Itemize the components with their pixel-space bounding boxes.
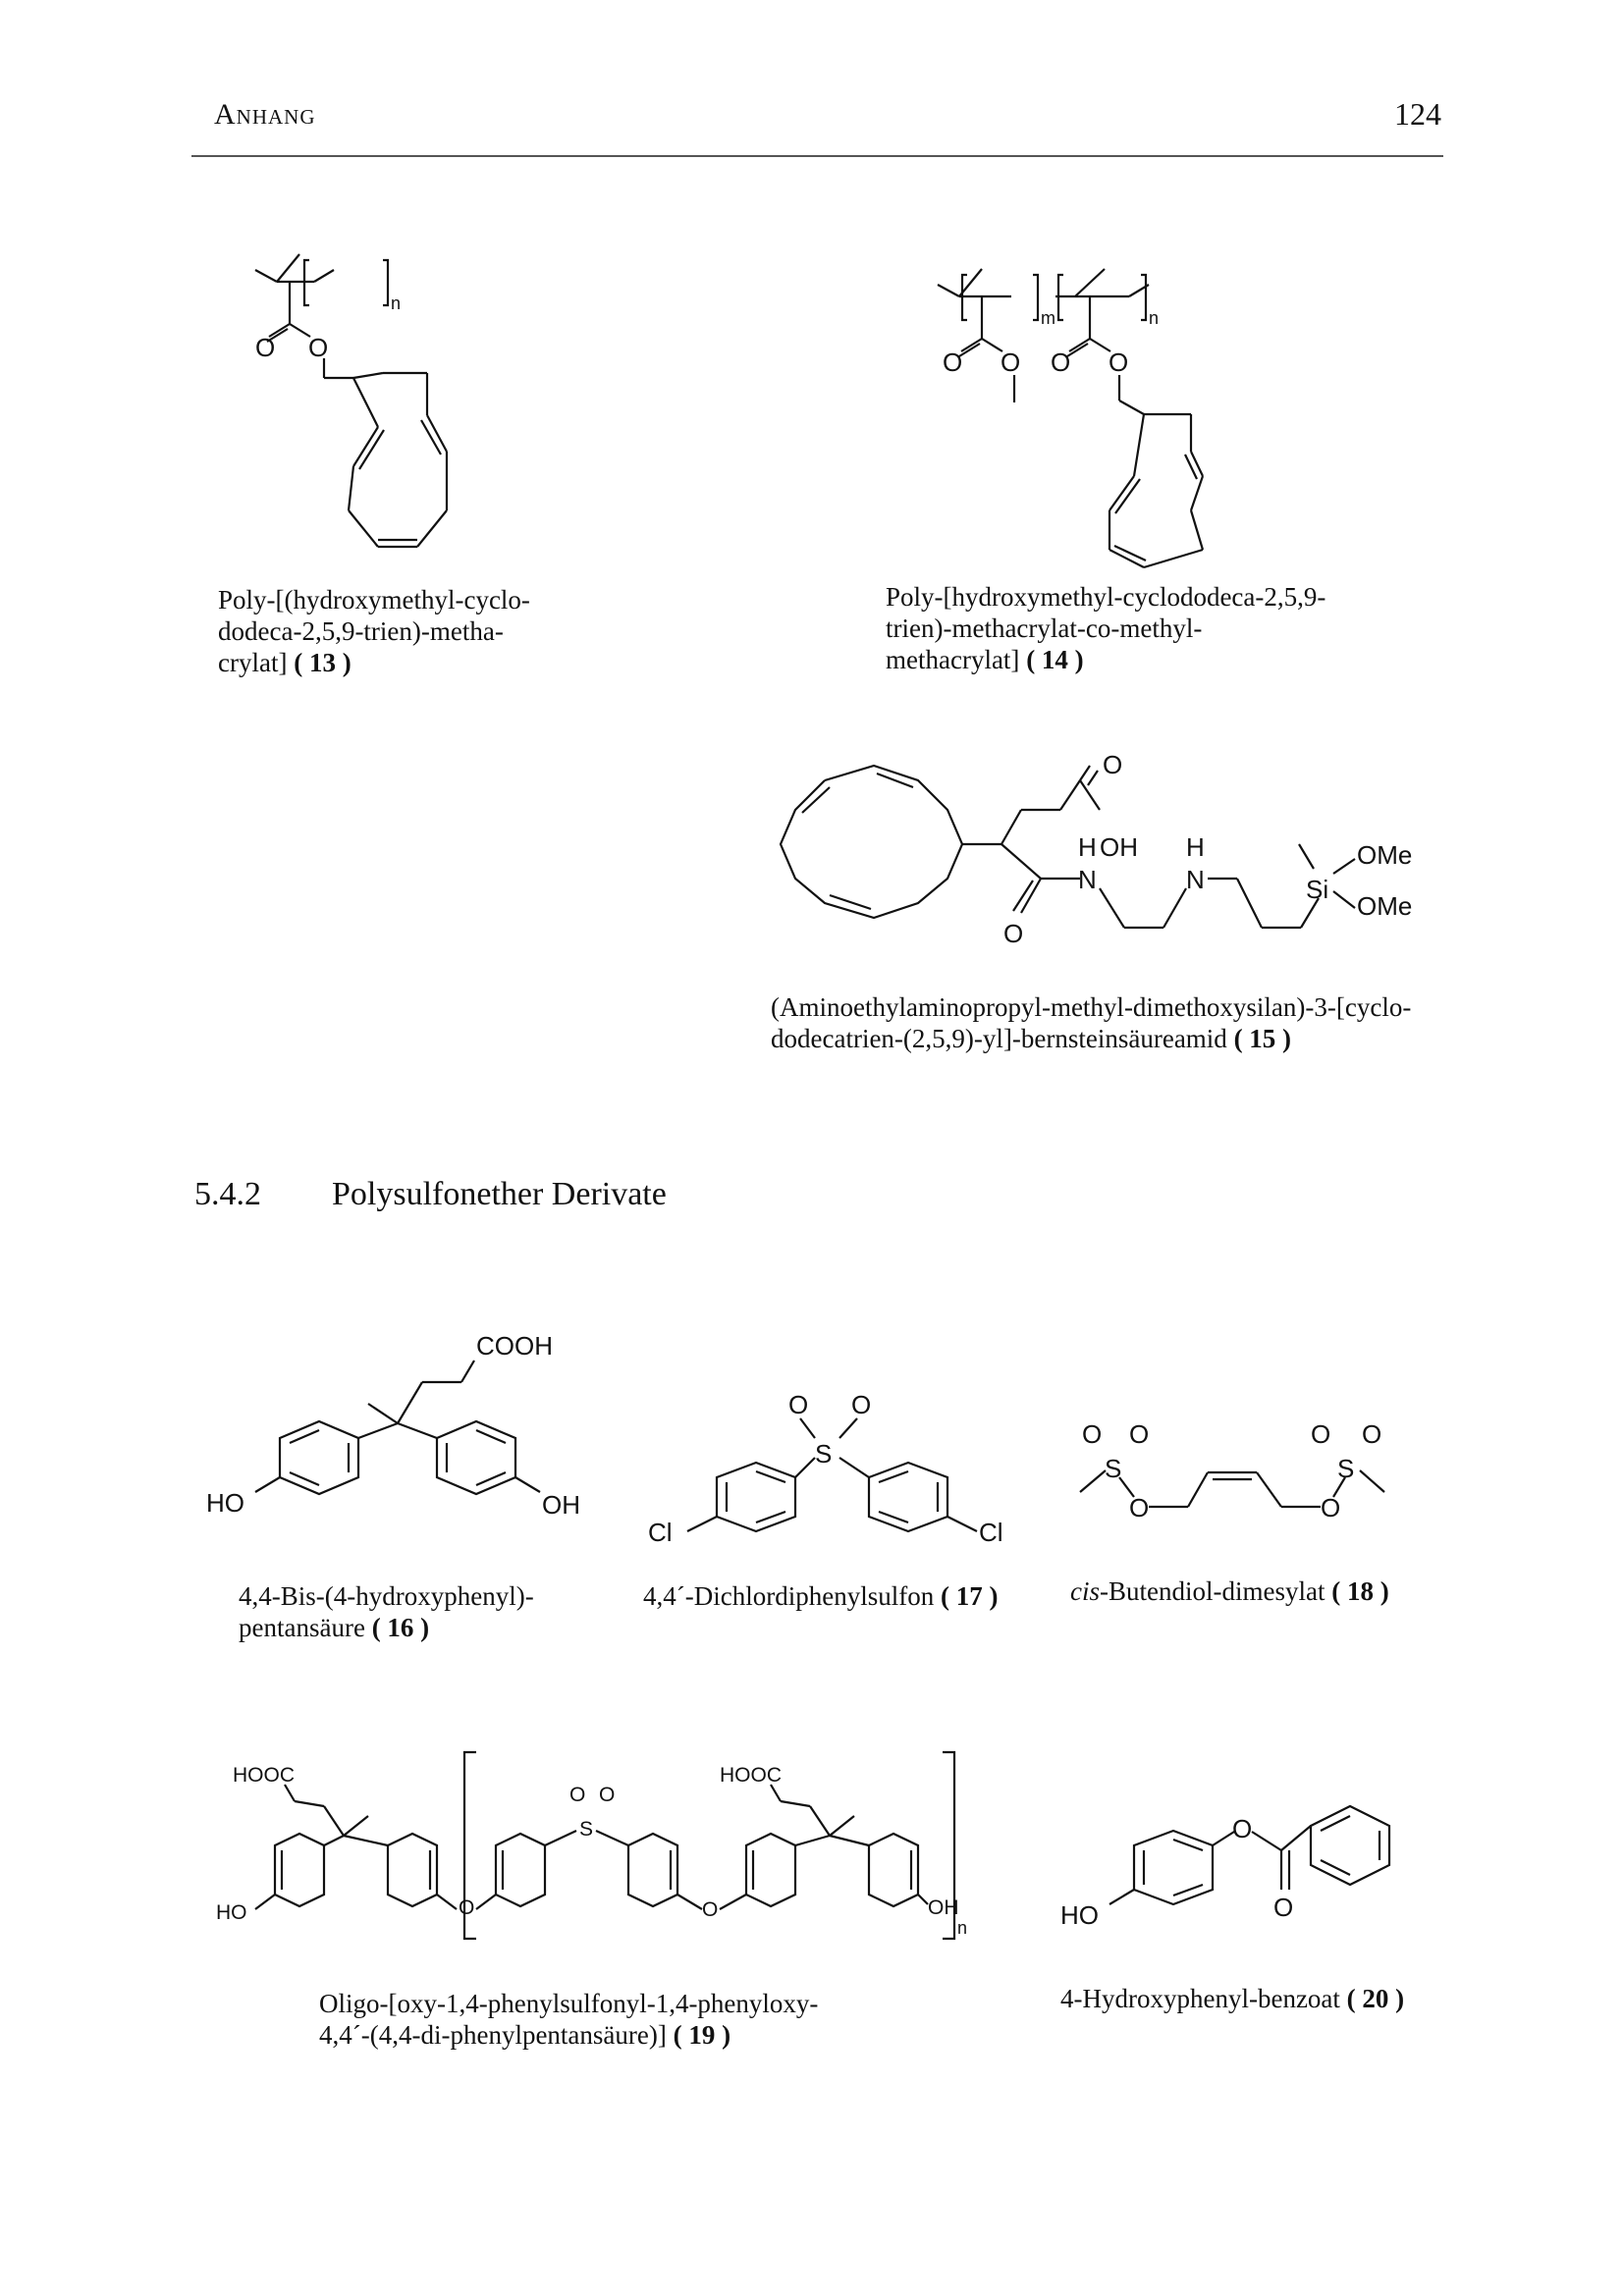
compound-label-14: ( 14 )	[1026, 645, 1084, 674]
svg-text:OH: OH	[542, 1490, 580, 1520]
caption-13-line2: dodeca-2,5,9-trien)-metha-	[218, 616, 504, 646]
svg-text:O: O	[1003, 919, 1024, 948]
svg-text:O: O	[1311, 1419, 1331, 1449]
svg-text:HO: HO	[216, 1901, 247, 1924]
svg-text:O: O	[1109, 347, 1129, 377]
svg-text:O: O	[1001, 347, 1021, 377]
svg-text:Cl: Cl	[979, 1518, 1003, 1547]
header-rule	[191, 155, 1443, 157]
caption-19	[319, 1988, 818, 2051]
svg-text:n: n	[957, 1918, 968, 1938]
structure-16	[201, 1325, 594, 1541]
svg-text:O: O	[851, 1390, 872, 1419]
svg-text:S: S	[815, 1439, 833, 1468]
svg-text:S: S	[579, 1818, 594, 1841]
caption-18-italic: cis	[1070, 1576, 1100, 1606]
svg-text:HO: HO	[1060, 1900, 1099, 1930]
svg-text:O: O	[1232, 1814, 1253, 1843]
caption-19-line1: Oligo-[oxy-1,4-phenylsulfonyl-1,4-phenyloxy-	[319, 1989, 819, 2018]
caption-16	[239, 1580, 534, 1643]
svg-text:O: O	[1321, 1493, 1341, 1522]
svg-text:O: O	[943, 347, 963, 377]
caption-13-line3: crylat]	[218, 648, 295, 677]
svg-text:H: H	[1186, 832, 1205, 862]
caption-18	[1070, 1575, 1389, 1607]
running-header: Anhang	[214, 98, 316, 131]
compound-label-20: ( 20 )	[1346, 1984, 1405, 2013]
structure-19	[211, 1747, 1016, 1944]
svg-text:S: S	[1337, 1454, 1355, 1483]
compound-label-16: ( 16 )	[371, 1613, 430, 1642]
structure-13	[255, 240, 452, 574]
caption-19-line2: 4,4´-(4,4-di-phenylpentansäure)]	[319, 2020, 674, 2050]
structure-14	[938, 255, 1203, 569]
section-title: Polysulfonether Derivate	[332, 1176, 667, 1212]
svg-text:O: O	[255, 333, 276, 362]
compound-label-17: ( 17 )	[940, 1581, 999, 1611]
compound-label-15: ( 15 )	[1233, 1024, 1292, 1053]
svg-text:Cl: Cl	[648, 1518, 673, 1547]
svg-text:O: O	[1362, 1419, 1382, 1449]
caption-15-line2: dodecatrien-(2,5,9)-yl]-bernsteinsäureamid	[771, 1024, 1234, 1053]
svg-text:m: m	[1041, 308, 1055, 328]
caption-17-line1: 4,4´-Dichlordiphenylsulfon	[643, 1581, 941, 1611]
svg-text:O: O	[1103, 750, 1123, 779]
compound-label-19: ( 19 )	[673, 2020, 731, 2050]
caption-18-line1: -Butendiol-dimesylat	[1100, 1576, 1332, 1606]
section-number: 5.4.2	[194, 1176, 261, 1212]
svg-text:N: N	[1186, 865, 1205, 894]
caption-17	[643, 1580, 998, 1612]
caption-16-line1: 4,4-Bis-(4-hydroxyphenyl)-	[239, 1581, 534, 1611]
svg-text:N: N	[1078, 865, 1097, 894]
caption-13	[218, 584, 530, 678]
svg-text:OH: OH	[1100, 832, 1138, 862]
structure-18	[1070, 1414, 1404, 1531]
svg-text:n: n	[391, 294, 402, 313]
structure-15	[776, 746, 1443, 952]
caption-20	[1060, 1983, 1404, 2014]
page-number: 124	[1394, 96, 1441, 132]
svg-text:OH: OH	[928, 1896, 959, 1919]
svg-text:S: S	[1105, 1454, 1122, 1483]
caption-16-line2: pentansäure	[239, 1613, 372, 1642]
caption-14	[886, 581, 1325, 675]
svg-text:COOH: COOH	[476, 1331, 553, 1361]
caption-14-line2: trien)-methacrylat-co-methyl-	[886, 614, 1203, 643]
compound-label-13: ( 13 )	[294, 648, 352, 677]
svg-text:O: O	[1129, 1493, 1150, 1522]
svg-text:O: O	[788, 1390, 809, 1419]
caption-14-line1: Poly-[hydroxymethyl-cyclododeca-2,5,9-	[886, 582, 1326, 612]
svg-text:OMe: OMe	[1357, 840, 1413, 870]
caption-14-line3: methacrylat]	[886, 645, 1027, 674]
svg-text:O: O	[1082, 1419, 1103, 1449]
structure-17	[643, 1374, 1026, 1547]
svg-text:OMe: OMe	[1357, 891, 1413, 921]
svg-text:O: O	[459, 1896, 475, 1919]
caption-20-line1: 4-Hydroxyphenyl-benzoat	[1060, 1984, 1347, 2013]
svg-text:HO: HO	[206, 1488, 244, 1518]
svg-text:O: O	[599, 1784, 616, 1806]
svg-text:O: O	[569, 1784, 586, 1806]
svg-text:O: O	[1129, 1419, 1150, 1449]
svg-text:HOOC: HOOC	[233, 1764, 295, 1787]
svg-text:H: H	[1078, 832, 1097, 862]
structure-20	[1055, 1767, 1429, 1944]
svg-text:n: n	[1149, 308, 1160, 328]
caption-15	[771, 991, 1411, 1054]
caption-15-line1: (Aminoethylaminopropyl-methyl-dimethoxysilan)-3-[cyclo-	[771, 992, 1412, 1022]
svg-text:O: O	[702, 1898, 719, 1921]
caption-13-line1: Poly-[(hydroxymethyl-cyclo-	[218, 585, 530, 614]
svg-text:O: O	[1273, 1893, 1294, 1922]
svg-text:Si: Si	[1306, 875, 1329, 904]
svg-text:HOOC: HOOC	[720, 1764, 782, 1787]
section-heading	[194, 1176, 667, 1213]
svg-text:O: O	[308, 333, 329, 362]
svg-text:O: O	[1051, 347, 1071, 377]
compound-label-18: ( 18 )	[1331, 1576, 1389, 1606]
